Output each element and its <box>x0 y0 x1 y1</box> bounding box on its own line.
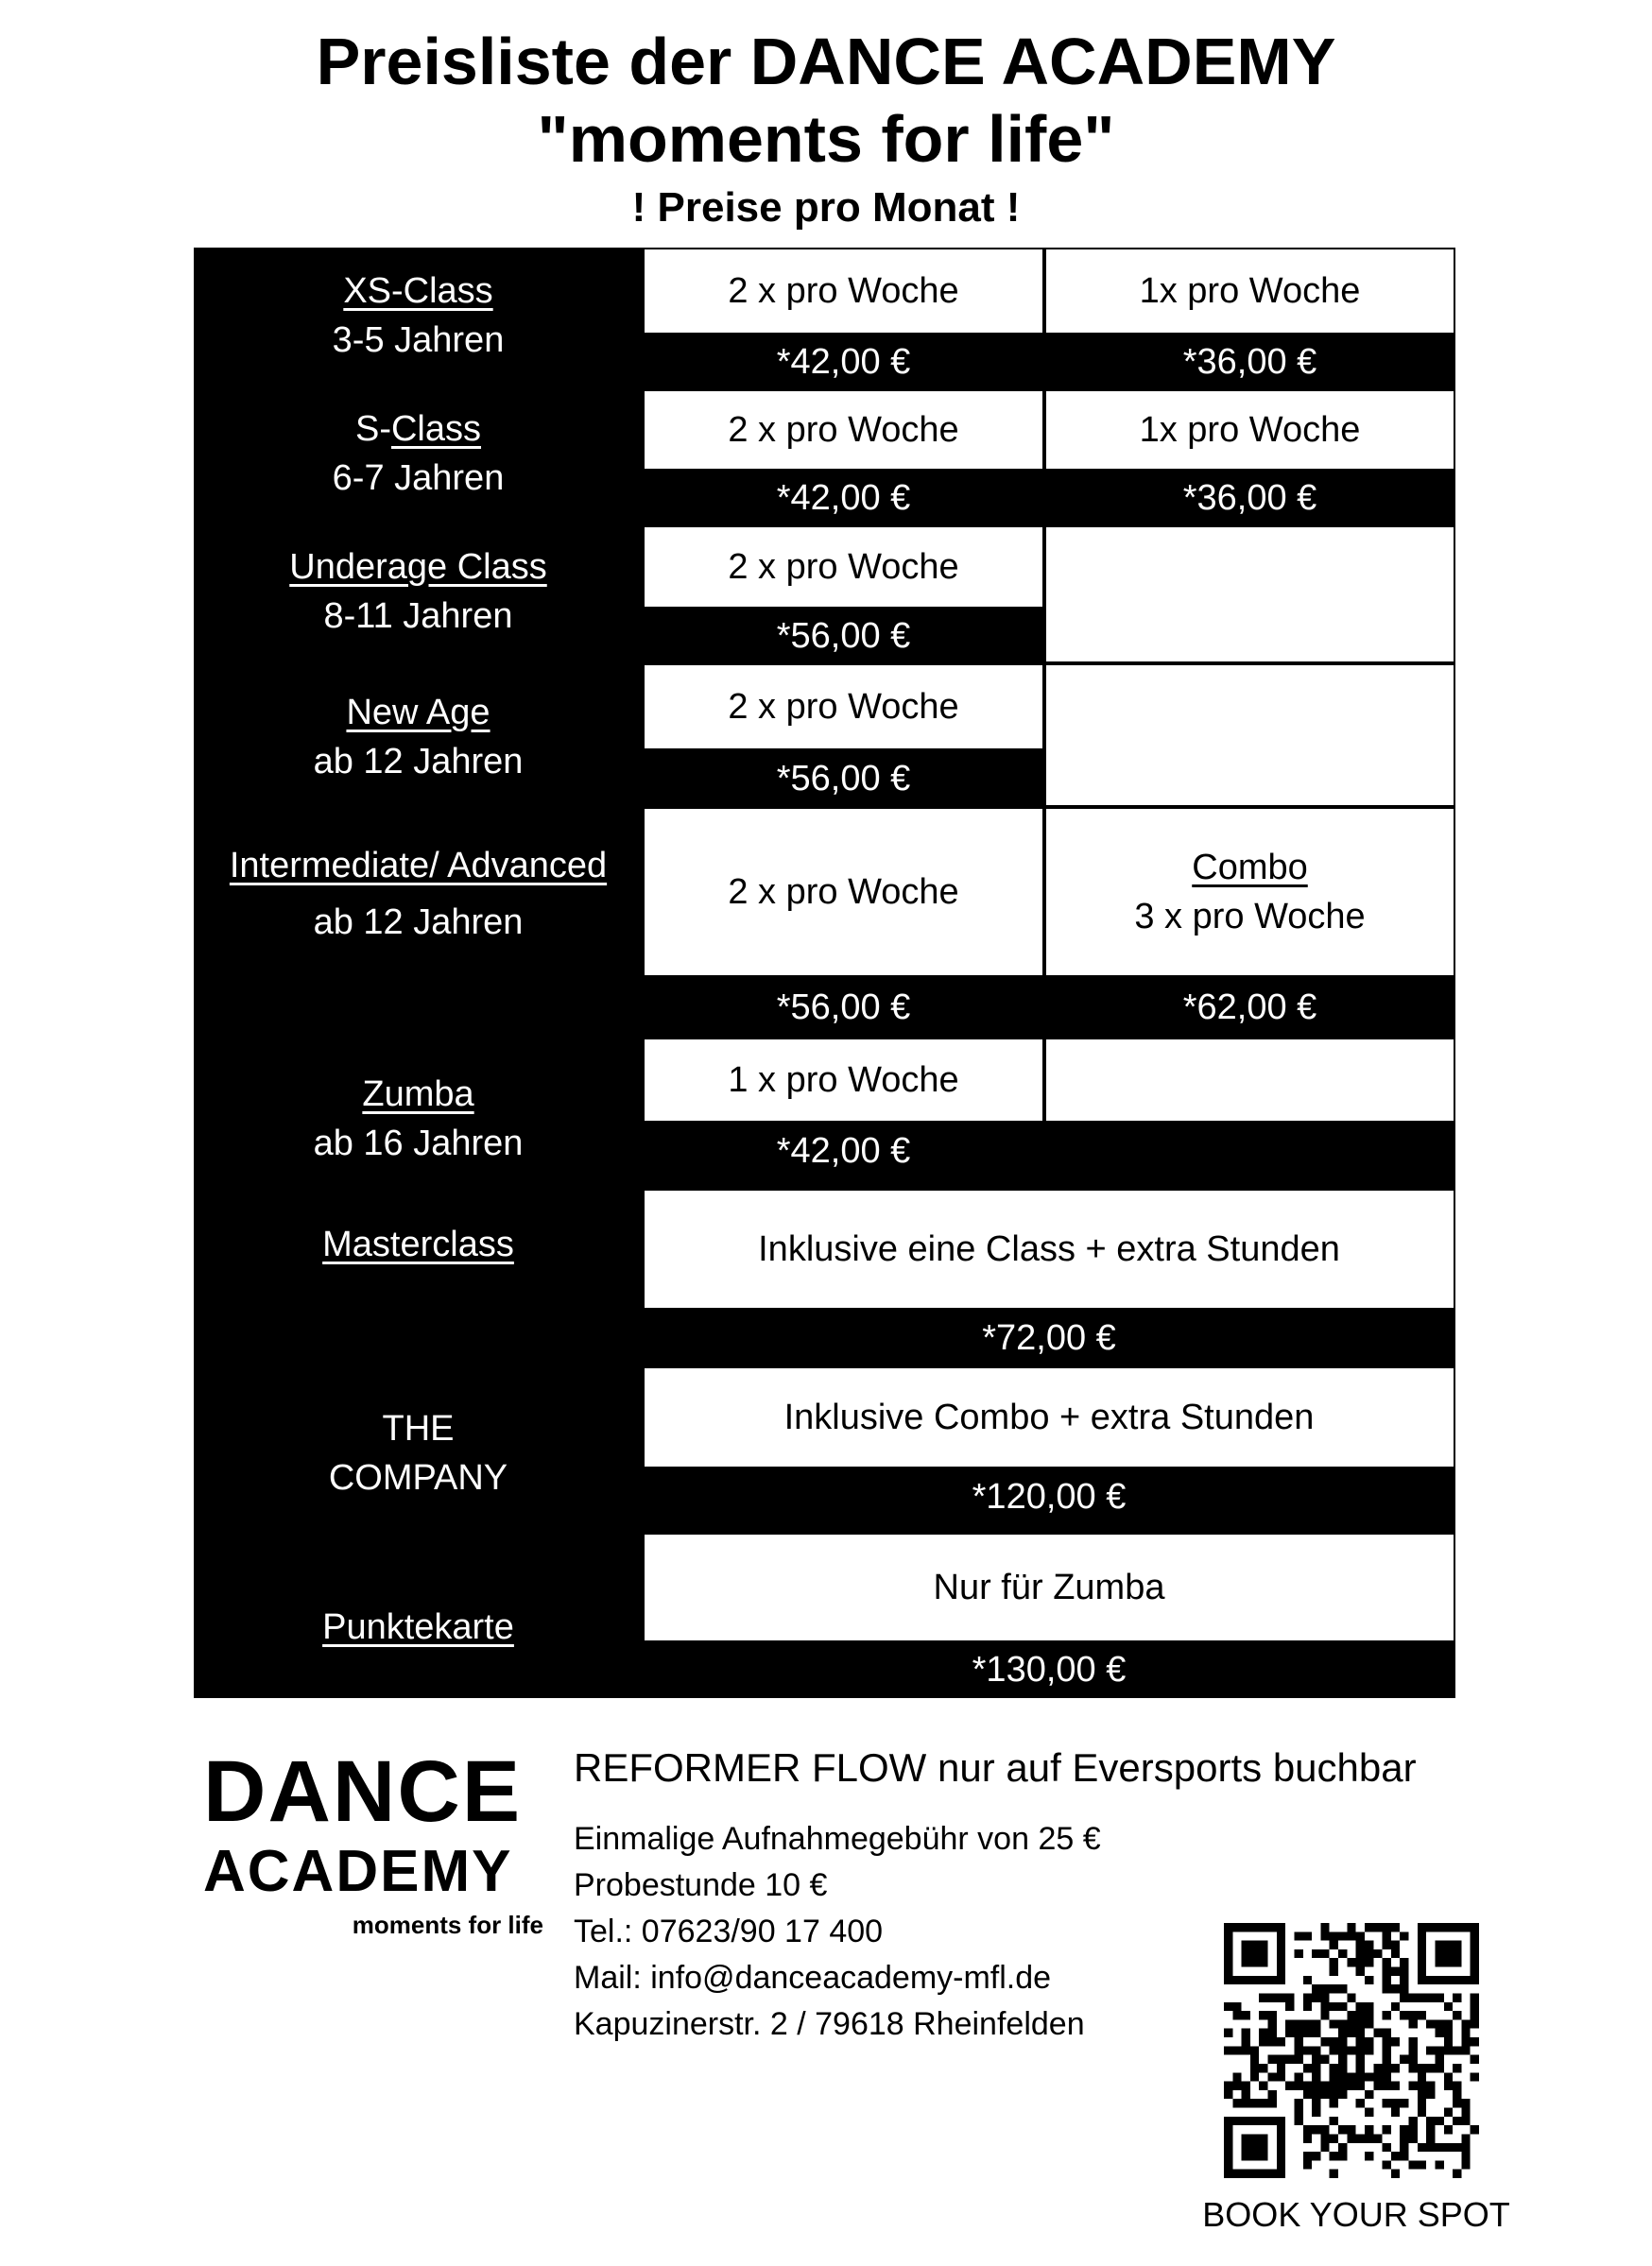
book-your-spot-label: BOOK YOUR SPOT <box>1202 2195 1510 2234</box>
price-label: *42,00 € <box>776 341 911 382</box>
price-label: *56,00 € <box>776 758 911 798</box>
category-intermediate-advanced <box>194 837 643 951</box>
category-name-line1: THE <box>382 1409 455 1449</box>
option-cell <box>1044 389 1455 471</box>
option-cell <box>643 525 1044 609</box>
price-cell <box>643 977 1044 1038</box>
option-label: 3 x pro Woche <box>1134 897 1366 936</box>
category-age: 6-7 Jahren <box>332 458 505 498</box>
price-label: *56,00 € <box>776 615 911 656</box>
email-address: Mail: info@danceacademy-mfl.de <box>574 1960 1052 1996</box>
category-punktekarte <box>194 1589 643 1665</box>
price-label: *120,00 € <box>972 1476 1127 1517</box>
logo-line1: DANCE <box>203 1743 523 1840</box>
category-the-company <box>194 1404 643 1502</box>
reformer-flow-note: REFORMER FLOW nur auf Eversports buchbar <box>574 1745 1417 1790</box>
category-zumba <box>194 1070 643 1168</box>
description-cell <box>643 1366 1455 1468</box>
empty-cell <box>1044 525 1455 663</box>
price-label: *42,00 € <box>776 477 911 518</box>
logo-line2: ACADEMY <box>203 1839 513 1904</box>
option-label: 1 x pro Woche <box>728 1059 959 1100</box>
category-underage-class <box>194 542 643 641</box>
street-address: Kapuzinerstr. 2 / 79618 Rheinfelden <box>574 2006 1085 2042</box>
category-name: XS-Class <box>343 271 493 311</box>
description-cell <box>643 1189 1455 1310</box>
page-title: Preisliste der DANCE ACADEMY <box>316 25 1336 98</box>
page-slogan: "moments for life" <box>537 102 1115 176</box>
category-name: Punktekarte <box>322 1607 514 1647</box>
empty-cell <box>1044 1038 1455 1123</box>
category-name: Intermediate/ Advanced <box>229 846 608 885</box>
trial-lesson: Probestunde 10 € <box>574 1867 828 1903</box>
description-cell <box>643 1533 1455 1642</box>
category-name: Masterclass <box>322 1225 514 1264</box>
price-label: *130,00 € <box>972 1650 1127 1690</box>
price-table <box>194 248 1455 1698</box>
option-label: 1x pro Woche <box>1139 270 1361 311</box>
option-label: 2 x pro Woche <box>728 409 959 450</box>
price-label: *56,00 € <box>776 987 911 1027</box>
category-age: 3-5 Jahren <box>332 320 505 360</box>
option-label: 2 x pro Woche <box>728 546 959 587</box>
category-xs-class <box>194 266 643 365</box>
category-masterclass <box>194 1193 643 1296</box>
price-cell <box>1044 471 1455 525</box>
option-label: 2 x pro Woche <box>728 686 959 727</box>
category-age: 8-11 Jahren <box>323 596 513 636</box>
price-cell <box>1044 977 1455 1038</box>
price-label: *42,00 € <box>776 1130 911 1171</box>
category-name-prefix: S- <box>354 409 391 449</box>
option-cell <box>643 807 1044 977</box>
option-cell <box>1044 248 1455 335</box>
logo-tagline: moments for life <box>352 1911 543 1939</box>
description-label: Inklusive eine Class + extra Stunden <box>758 1228 1340 1269</box>
price-cell <box>643 1123 1044 1179</box>
combo-cell <box>1044 807 1455 977</box>
description-label: Nur für Zumba <box>933 1567 1165 1607</box>
price-label: *72,00 € <box>982 1317 1116 1358</box>
option-label: 2 x pro Woche <box>728 270 959 311</box>
category-age: ab 16 Jahren <box>313 1124 524 1163</box>
option-cell <box>643 663 1044 750</box>
price-cell <box>643 1642 1455 1698</box>
price-cell <box>643 750 1044 807</box>
price-cell <box>643 609 1044 663</box>
combo-title: Combo <box>1192 848 1308 887</box>
description-label: Inklusive Combo + extra Stunden <box>783 1397 1315 1437</box>
category-name: New Age <box>346 693 490 732</box>
price-cell <box>1044 335 1455 389</box>
option-cell <box>643 1038 1044 1123</box>
category-new-age <box>194 688 643 786</box>
category-age: ab 12 Jahren <box>313 902 524 942</box>
registration-fee: Einmalige Aufnahmegebühr von 25 € <box>574 1821 1101 1857</box>
category-name: Class <box>390 409 482 449</box>
phone-number: Tel.: 07623/90 17 400 <box>574 1914 884 1949</box>
price-label: *36,00 € <box>1182 477 1317 518</box>
category-age: ab 12 Jahren <box>313 742 524 781</box>
category-s-class <box>194 404 643 503</box>
price-cell <box>643 1310 1455 1366</box>
price-cell <box>643 335 1044 389</box>
page-subtitle: ! Preise pro Monat ! <box>631 184 1021 231</box>
option-label: 1x pro Woche <box>1139 409 1361 450</box>
price-cell <box>643 1468 1455 1525</box>
price-label: *36,00 € <box>1182 341 1317 382</box>
empty-cell <box>1044 663 1455 807</box>
price-label: *62,00 € <box>1182 987 1317 1027</box>
category-name-line2: COMPANY <box>328 1458 508 1498</box>
qr-code-icon[interactable] <box>1224 1923 1479 2178</box>
option-cell <box>643 248 1044 335</box>
category-name: Zumba <box>362 1074 474 1114</box>
category-name: Underage Class <box>289 547 547 587</box>
price-cell <box>643 471 1044 525</box>
option-cell <box>643 389 1044 471</box>
dance-academy-logo <box>203 1743 553 1940</box>
option-label: 2 x pro Woche <box>728 871 959 912</box>
